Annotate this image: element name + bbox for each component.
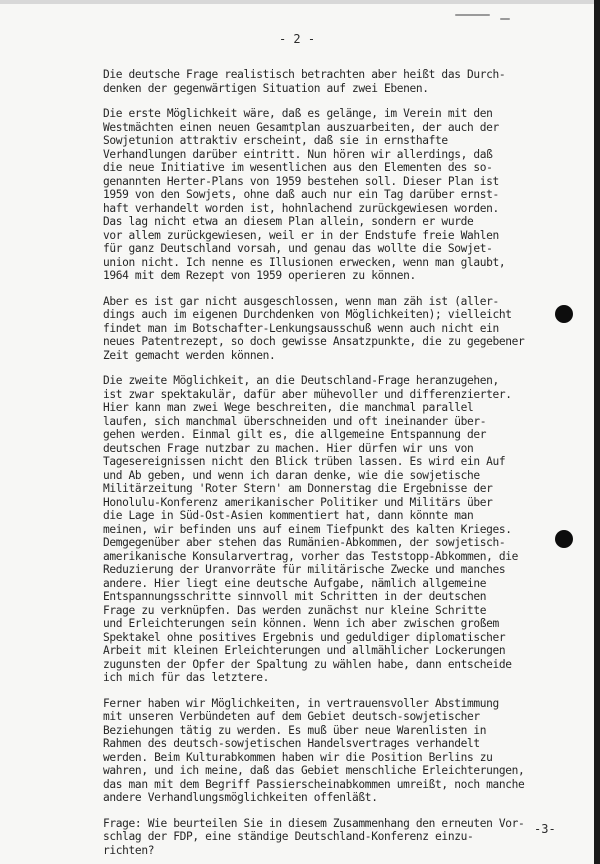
page-number: - 2 - bbox=[278, 32, 316, 46]
text-line: vor allem zurückgewiesen, weil er in der Endstufe freie Wahlen bbox=[103, 228, 499, 242]
text-line: Arbeit mit kleinen Erleichterungen und allmählicher Lockerungen bbox=[103, 644, 506, 657]
text-line: Zeit gemacht werden können. bbox=[103, 348, 276, 362]
text-line: Die deutsche Frage realistisch betrachten aber heißt das Durch- bbox=[103, 68, 506, 81]
paragraph bbox=[103, 697, 583, 805]
text-line: für ganz Deutschland vorsah, und genau das wollte die Sowjet- bbox=[103, 242, 493, 255]
text-line: laufen, sich manchmal überschneiden und oft ineinander über- bbox=[103, 414, 487, 428]
text-line: das man mit dem Begriff Passierscheinabkommen umreißt, noch manche bbox=[103, 777, 525, 791]
scan-speck bbox=[455, 14, 490, 16]
punch-hole bbox=[555, 530, 573, 548]
text-line: Beziehungen tätig zu werden. Es muß über neue Warenlisten in bbox=[103, 723, 487, 737]
text-line: Hier kann man zwei Wege beschreiten, die manchmal parallel bbox=[103, 401, 474, 414]
text-line: Militärzeitung 'Roter Stern' am Donnerstag die Ergebnisse der bbox=[103, 482, 493, 495]
text-line: Aber es ist gar nicht ausgeschlossen, wenn man zäh ist (aller- bbox=[103, 294, 499, 308]
text-line: Sowjetunion attraktiv erscheint, daß sie in ernsthafte bbox=[103, 134, 448, 147]
text-line: richten? bbox=[103, 843, 155, 857]
text-line: neues Patentrezept, so doch gewisse Ansatzpunkte, die zu gegebener bbox=[103, 335, 525, 348]
text-line: Tagesereignissen nicht den Blick trüben lassen. Es wird ein Auf bbox=[103, 455, 506, 468]
paragraph bbox=[103, 374, 583, 685]
text-line: gehen werden. Einmal gilt es, die allgemeine Entspannung der bbox=[103, 428, 487, 441]
text-line: Entspannungsschritte sinnvoll mit Schritten in der deutschen bbox=[103, 590, 487, 603]
text-line: union nicht. Ich nenne es Illusionen erwecken, wenn man glaubt, bbox=[103, 255, 506, 269]
text-line: und Erleichterungen sein können. Wenn ich aber zwischen großem bbox=[103, 617, 499, 630]
text-line: deutschen Frage nutzbar zu machen. Hier dürfen wir uns von bbox=[103, 441, 474, 455]
text-line: Frage: Wie beurteilen Sie in diesem Zusammenhang den erneuten Vor- bbox=[103, 816, 525, 830]
text-line: Honolulu-Konferenz amerikanischer Politiker und Militärs über bbox=[103, 495, 493, 509]
document-body bbox=[103, 68, 583, 864]
scan-speck bbox=[500, 18, 510, 20]
continuation-marker: -3- bbox=[534, 822, 556, 836]
text-line: Ferner haben wir Möglichkeiten, in vertrauensvoller Abstimmung bbox=[103, 696, 499, 710]
text-line: ist zwar spektakulär, dafür aber mühevoller und differenzierter. bbox=[103, 387, 512, 401]
text-line: dings auch im eigenen Durchdenken von Möglichkeiten); vielleicht bbox=[103, 308, 512, 321]
text-line: werden. Beim Kulturabkommen haben wir die Position Berlins zu bbox=[103, 750, 493, 764]
text-line: Das lag nicht etwa an diesem Plan allein, sondern er wurde bbox=[103, 215, 474, 228]
text-line: Die zweite Möglichkeit, an die Deutschland-Frage heranzugehen, bbox=[103, 374, 499, 387]
text-line: Spektakel ohne positives Ergebnis und geduldiger diplomatischer bbox=[103, 630, 506, 644]
text-line: wahren, und ich meine, daß das Gebiet menschliche Erleichterungen, bbox=[103, 764, 525, 777]
text-line: meinen, wir befinden uns auf einem Tiefpunkt des kalten Krieges. bbox=[103, 522, 512, 536]
text-line: haft verhandelt worden ist, hohnlachend zurückgewiesen worden. bbox=[103, 201, 499, 215]
text-line: Verhandlungen darüber eintritt. Nun hören wir allerdings, daß bbox=[103, 147, 493, 161]
text-line: genannten Herter-Plans von 1959 bestehen soll. Dieser Plan ist bbox=[103, 174, 499, 188]
text-line: mit unseren Verbündeten auf dem Gebiet deutsch-sowjetischer bbox=[103, 710, 480, 723]
text-line: Rahmen des deutsch-sowjetischen Handelsvertrages verhandelt bbox=[103, 737, 480, 750]
text-line: Reduzierung der Uranvorräte für militärische Zwecke und manches bbox=[103, 563, 506, 576]
text-line: 1964 mit dem Rezept von 1959 operieren zu können. bbox=[103, 269, 416, 282]
text-line: Die erste Möglichkeit wäre, daß es gelänge, im Verein mit den bbox=[103, 107, 493, 120]
text-line: andere Verhandlungsmöglichkeiten offenläßt. bbox=[103, 791, 378, 804]
text-line: 1959 von den Sowjets, ohne daß auch nur ein Tag darüber ernst- bbox=[103, 188, 499, 201]
paragraph bbox=[103, 68, 583, 95]
text-line: Frage zu verknüpfen. Das werden zunächst nur kleine Schritte bbox=[103, 603, 487, 617]
text-line: zugunsten der Opfer der Spaltung zu wählen habe, dann entscheide bbox=[103, 657, 512, 671]
text-line: andere. Hier liegt eine deutsche Aufgabe, nämlich allgemeine bbox=[103, 576, 487, 590]
text-line: denken der gegenwärtigen Situation auf zwei Ebenen. bbox=[103, 81, 429, 95]
text-line: amerikanische Konsularvertrag, vorher das Teststopp-Abkommen, die bbox=[103, 549, 519, 563]
text-line: die Lage in Süd-Ost-Asien kommentiert hat, dann könnte man bbox=[103, 509, 474, 522]
punch-hole bbox=[555, 305, 573, 323]
text-line: ich mich für das letztere. bbox=[103, 671, 270, 684]
text-line: findet man im Botschafter-Lenkungsausschuß wenn auch nicht ein bbox=[103, 321, 499, 335]
text-line: die neue Initiative im wesentlichen aus den Elementen des so- bbox=[103, 161, 493, 174]
interview-question bbox=[103, 817, 583, 858]
text-line: Demgegenüber aber stehen das Rumänien-Abkommen, der sowjetisch- bbox=[103, 536, 506, 549]
paragraph bbox=[103, 107, 583, 283]
text-line: Westmächten einen neuen Gesamtplan auszuarbeiten, der auch der bbox=[103, 120, 499, 134]
scan-top-edge bbox=[0, 0, 594, 4]
text-line: und Ab geben, und wenn ich daran denke, wie die sowjetische bbox=[103, 468, 480, 482]
paragraph bbox=[103, 295, 583, 363]
text-line: schlag der FDP, eine ständige Deutschland-Konferenz einzu- bbox=[103, 830, 474, 843]
